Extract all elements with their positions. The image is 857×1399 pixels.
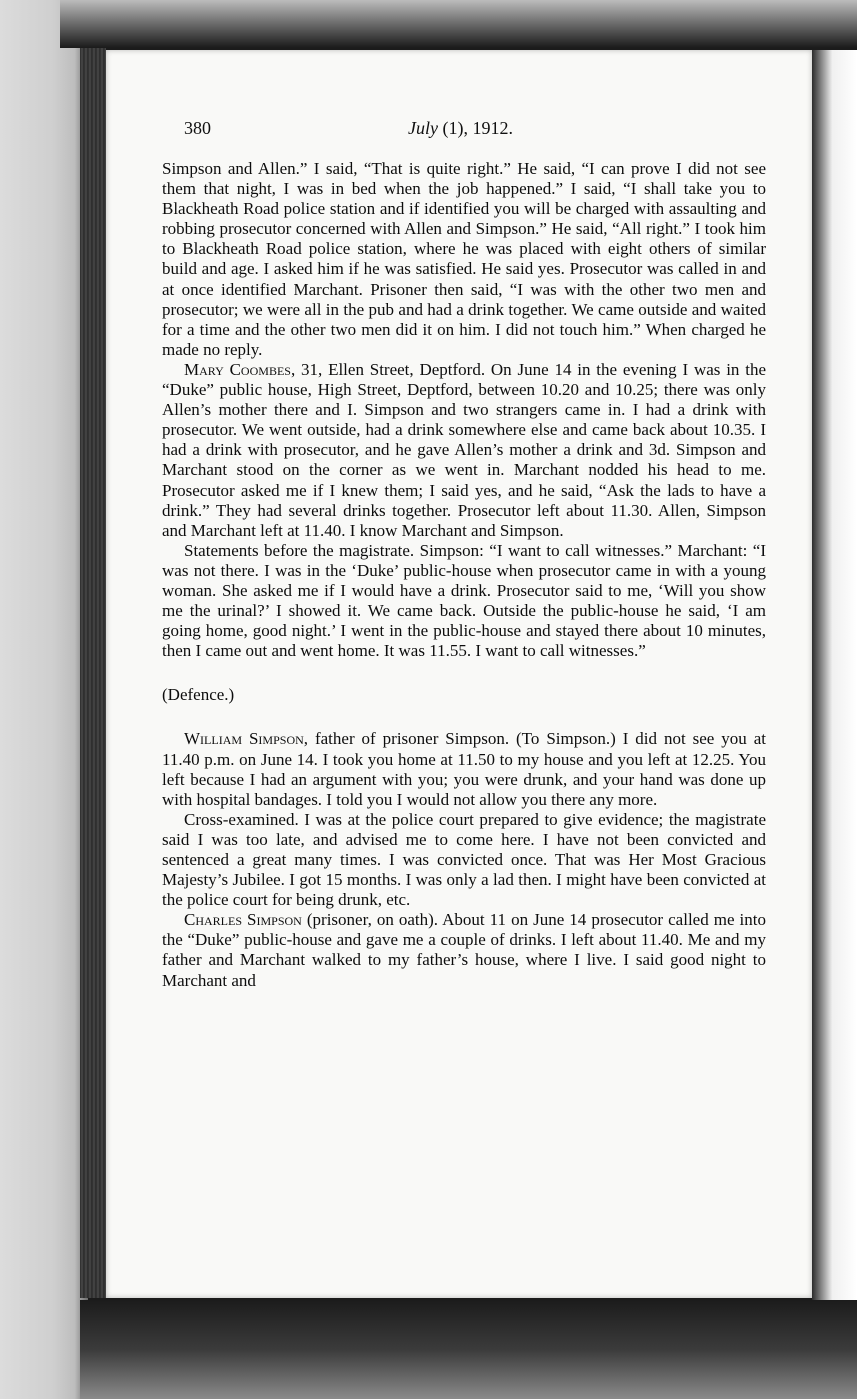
paragraph-mary-coombes	[162, 360, 766, 541]
paragraph-statements: Statements before the magistrate. Simpson: “I want to call witnesses.” Marchant: “I was not there. I was in the ‘Duke’ public-house when prosecutor came in with a young woman. She asked me if I would have a drink. Prosecutor said to me, ‘Will you show me the urinal?’ I showed it. We came back. Outside the public-house he said, ‘I am going home, good night.’ I went in the public-house and stayed there about 10 minutes, then I came out and went home. It was 11.55. I want to call witnesses.”	[162, 540, 766, 661]
paragraph-cross-examined: Cross-examined. I was at the police court prepared to give evidence; the magistrate said I was too late, and advised me to come here. I have not been convicted and sentenced a great many times. I was convicted once. That was Her Most Gracious Majesty’s Jubilee. I got 15 months. I was only a lad then. I might have been convicted at the police court for being drunk, etc.	[162, 809, 766, 910]
witness-name: Charles Simpson	[184, 910, 302, 930]
paragraph-charles-simpson	[162, 910, 766, 990]
book-page-stack	[80, 48, 106, 1298]
running-head-date: (1), 1912.	[437, 118, 513, 138]
paragraph-testimony-continued: Simpson and Allen.” I said, “That is quite right.” He said, “I can prove I did not see them that night, I was in bed when the job happened.” I said, “I shall take you to Blackheath Road police station and if identified you will be charged with assaulting and robbing prosecutor concerned with Allen and Simpson.” He said, “All right.” I took him to Blackheath Road police station, where he was placed with eight others of similar build and age. I asked him if he was satisfied. He said yes. Prosecutor was called in and at once identified Marchant. Prisoner then said, “I was with the other two men and prosecutor; we were all in the pub and had a drink together. We came outside and waited for a time and the other two men did it on him. I did not touch him.” When charged he made no reply.	[162, 159, 766, 359]
witness-name: Mary Coombes	[184, 359, 291, 379]
body-text	[162, 159, 766, 991]
page-header	[106, 118, 812, 142]
witness-testimony: (prisoner, on oath). About 11 on June 14 prosecutor called me into the “Duke” public-house and gave me a couple of drinks. I left about 11.40. Me and my father and Marchant walked to my father’s house, where I live. I said good night to Marchant and	[162, 910, 766, 990]
witness-testimony: , 31, Ellen Street, Deptford. On June 14 in the evening I was in the “Duke” public house, High Street, Deptford, between 10.20 and 10.25; there was only Allen’s mother there and I. Simpson and two strangers came in. I had a drink with prosecutor. We went outside, had a drink somewhere else and came back about 10.35. I had a drink with prosecutor, and he gave Allen’s mother a drink and 3d. Simpson and Marchant stood on the corner as we went in. Marchant nodded his head to me. Prosecutor asked me if I knew them; I said yes, and he said, “Ask the lads to have a drink.” They had several drinks together. Prosecutor left about 11.30. Allen, Simpson and Marchant left at 11.40. I know Marchant and Simpson.	[162, 359, 767, 540]
running-head-month: July	[408, 118, 438, 138]
section-heading-defence: (Defence.)	[162, 685, 235, 705]
witness-testimony: , father of prisoner Simpson. (To Simpson.) I did not see you at 11.40 p.m. on June 14. I took you home at 11.50 to my house and you left at 12.25. You left because I had an argument with you; you were drunk, and your hand was done up with hospital bandages. I told you I would not allow you there any more.	[162, 729, 766, 809]
scan-right-border	[812, 50, 857, 1300]
book-page	[106, 50, 812, 1298]
witness-name: William Simpson	[184, 729, 304, 749]
scan-top-border	[60, 0, 857, 48]
facing-page-edge	[0, 0, 88, 1399]
page-number: 380	[184, 118, 211, 138]
running-head	[408, 118, 513, 139]
paragraph-william-simpson	[162, 729, 766, 809]
scan-bottom-border	[80, 1300, 857, 1399]
